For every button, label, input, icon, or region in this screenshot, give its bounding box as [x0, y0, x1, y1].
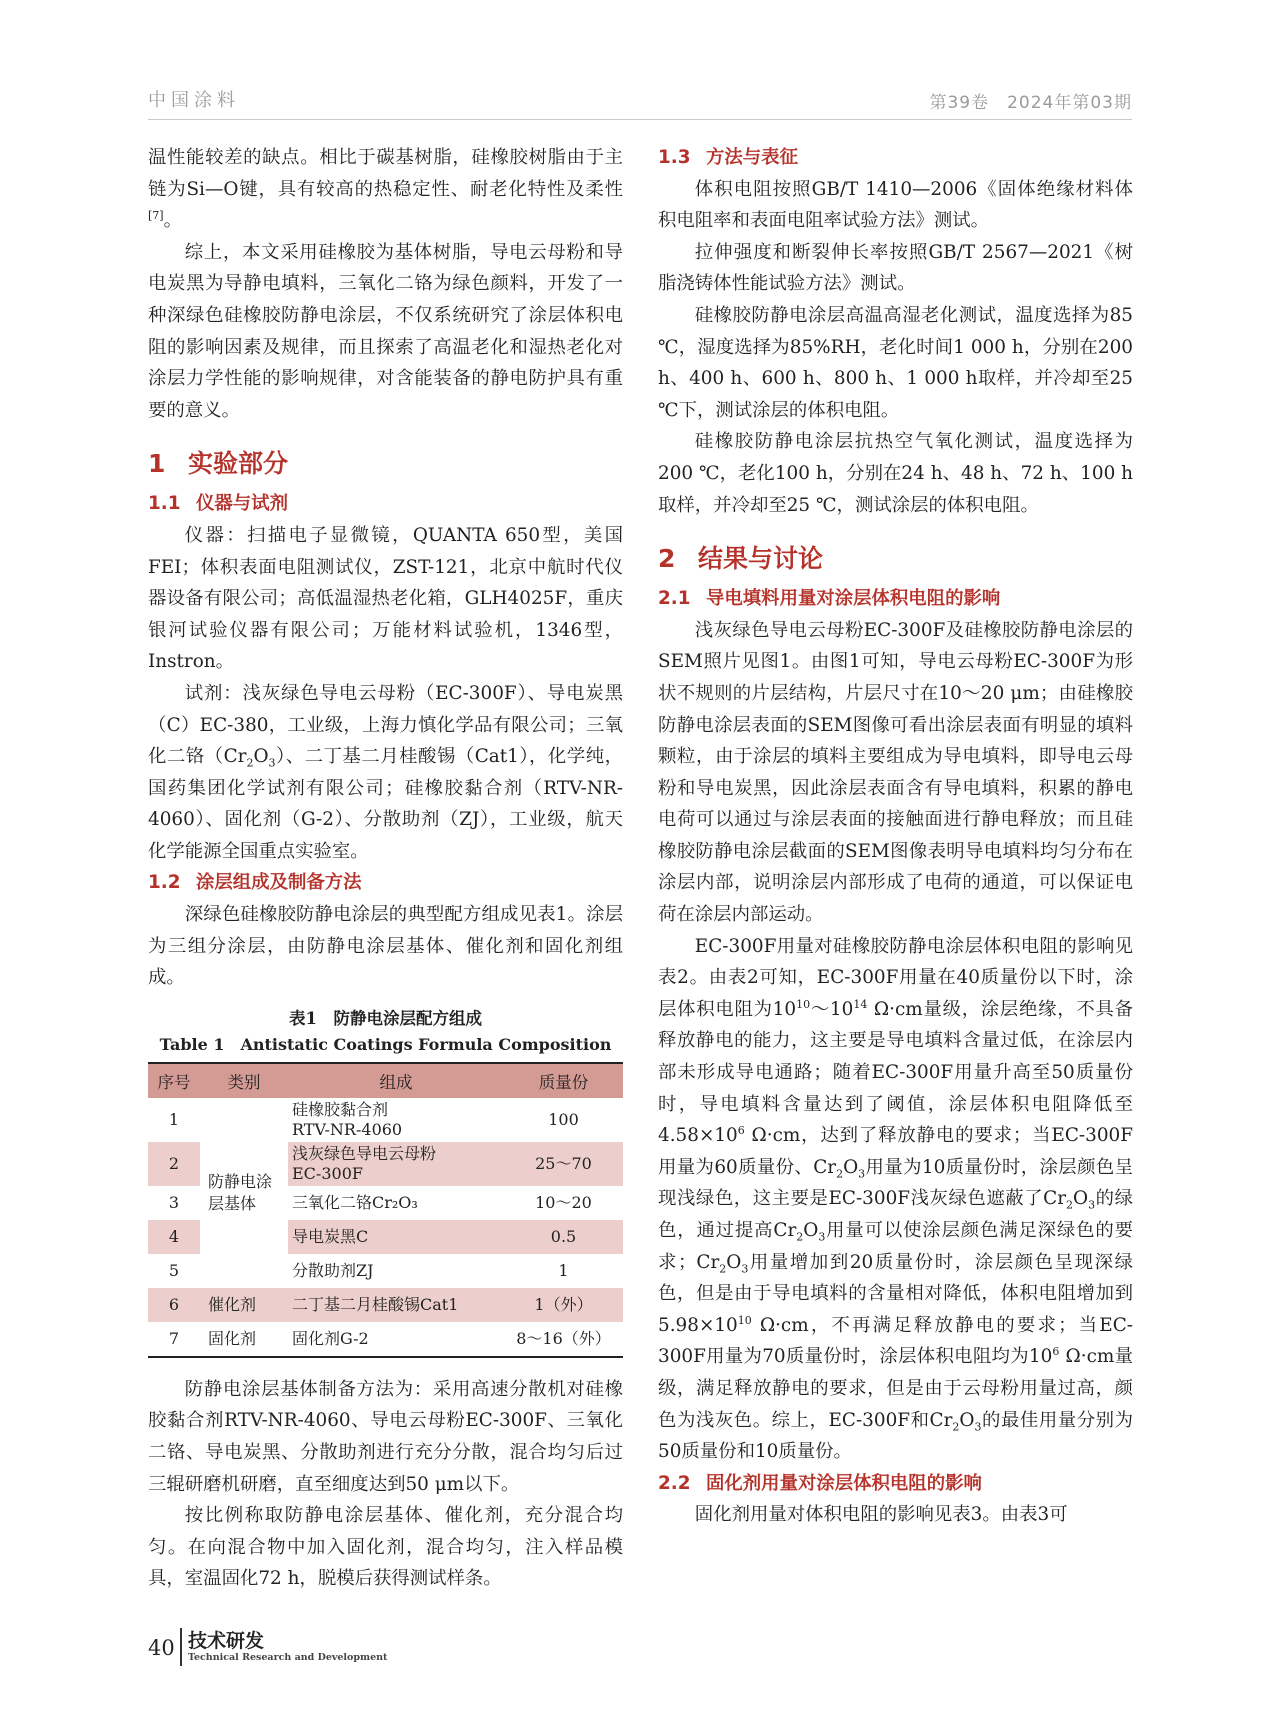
header-rule [148, 119, 1132, 120]
right-column [658, 142, 1133, 1531]
table-row: 3 三氧化二铬Cr₂O₃ 10～20 [168, 1192, 592, 1212]
page-number: 40 [148, 1636, 175, 1660]
paragraph: 温性能较差的缺点。相比于碳基树脂，硅橡胶树脂由于主链为Si—O键，具有较高的热稳定性、耐老化特性及柔性[7]。 [148, 147, 623, 232]
paragraph: 按比例称取防静电涂层基体、催化剂，充分混合均匀。在向混合物中加入固化剂，混合均匀，注入样品模具，室温固化72 h，脱模后获得测试样条。 [148, 1505, 623, 1590]
paragraph: 固化剂用量对体积电阻的影响见表3。由表3可 [694, 1504, 1068, 1526]
category-cell: 防静电涂层基体 [208, 1171, 273, 1213]
table-caption-cn: 表1 防静电涂层配方组成 [289, 1008, 482, 1028]
paragraph: EC-300F用量对硅橡胶防静电涂层体积电阻的影响见表2。由表2可知，EC-300F用量在40质量份以下时，涂层体积电阻为$10^{10}\sim 10^{14}$ Ω·cm量级，涂层绝缘，不具备释放静电的能力，这主要是导电填料含量过低，在涂层内部未形成导电通路；随着EC-300F用量升高至50质量份时，导电填料含量达到了阈值，涂层体积电阻降低至$4.58\times 10^6$ Ω·cm，达到了释放静电的要求；当EC-300F用量为60质量份、$Cr_2O_3$用量为10质量份时，涂层颜色呈现浅绿色，这主要是EC-300F浅灰绿色遮蔽了$Cr_2O_3$的绿色，通过提高$Cr_2O_3$用量可以使涂层颜色满足深绿色的要求；$Cr_2O_3$用量增加到20质量份时，涂层颜色呈现深绿色，但是由于导电填料的含量相对降低，体积电阻增加到$5.98\times 10^{10}$ Ω·cm，不再满足释放静电的要求；当EC-300F用量为70质量份时，涂层体积电阻均为$10^6$ Ω·cm量级，满足释放静电的要求，但是由于云母粉用量过高，颜色为浅灰色。综上，EC-300F和$Cr_2O_3$的最佳用量分别为50质量份和10质量份。 [658, 935, 1134, 1463]
col-header: 质量份 [504, 1063, 623, 1098]
paragraph: 浅灰绿色导电云母粉EC-300F及硅橡胶防静电涂层的SEM照片见图1。由图1可知，导电云母粉EC-300F为形状不规则的片层结构，片层尺寸在10～20 μm；由硅橡胶防静电涂层表面的SEM图像可看出涂层表面有明显的填料颗粒，由于涂层的填料主要组成为导电填料，即导电云母粉和导电炭黑，因此涂层表面含有导电填料，积累的静电电荷可以通过与涂层表面的接触面进行静电释放；而且硅橡胶防静电涂层截面的SEM图像表明导电填料均匀分布在涂层内部，说明涂层内部形成了电荷的通道，可以保证电荷在涂层内部运动。 [658, 619, 1133, 926]
paragraph: 仪器：扫描电子显微镜，QUANTA 650型，美国FEI；体积表面电阻测试仪，ZST-121，北京中航时代仪器设备有限公司；高低温湿热老化箱，GLH4025F，重庆银河试验仪器有限公司；万能材料试验机，1346型，Instron。 [148, 524, 623, 673]
paragraph: 体积电阻按照GB/T 1410—2006《固体绝缘材料体积电阻率和表面电阻率试验方法》测试。 [658, 178, 1133, 232]
col-header: 类别 [200, 1063, 288, 1098]
citation[interactable]: [7] [148, 209, 164, 223]
table-row: 6 催化剂 二丁基二月桂酸锡Cat1 1（外） [148, 1288, 623, 1322]
table-row: 7 固化剂 固化剂G-2 8～16（外） [148, 1322, 623, 1357]
table-row: 5 分散助剂ZJ 1 [168, 1260, 569, 1280]
subsection-heading: 2.2 固化剂用量对涂层体积电阻的影响 [658, 1472, 982, 1494]
footer-section-title: 技术研发 [188, 1630, 265, 1652]
table-row: 2 浅灰绿色导电云母粉 EC-300F 25～70 [148, 1142, 623, 1186]
paragraph: 硅橡胶防静电涂层高温高湿老化测试，温度选择为85 ℃，湿度选择为85%RH，老化时间1 000 h，分别在200 h、400 h、600 h、800 h、1 000 h取样，并冷却至25 ℃下，测试涂层的体积电阻。 [658, 304, 1133, 421]
section-heading: 1 实验部分 [148, 449, 289, 479]
paragraph: 综上，本文采用硅橡胶为基体树脂，导电云母粉和导电炭黑为导静电填料，三氧化二铬为绿色颜料，开发了一种深绿色硅橡胶防静电涂层，不仅系统研究了涂层体积电阻的影响因素及规律，而且探索了高温老化和湿热老化对涂层力学性能的影响规律，对含能装备的静电防护具有重要的意义。 [148, 241, 623, 421]
subsection-heading: 1.3 方法与表征 [658, 147, 798, 168]
footer-section-subtitle: Technical Research and Development [188, 1652, 388, 1663]
table-row: 4 导电炭黑C 0.5 [148, 1220, 623, 1254]
formula-table [148, 1062, 623, 1358]
paragraph: 防静电涂层基体制备方法为：采用高速分散机对硅橡胶黏合剂RTV-NR-4060、导电云母粉EC-300F、三氧化二铬、导电炭黑、分散助剂进行充分分散，混合均匀后过三辊研磨机研磨，直至细度达到50 μm以下。 [148, 1378, 623, 1495]
paragraph: 拉伸强度和断裂伸长率按照GB/T 2567—2021《树脂浇铸体性能试验方法》测试。 [658, 241, 1133, 295]
left-column [148, 142, 623, 1595]
section-heading: 2 结果与讨论 [658, 544, 824, 574]
paragraph: 深绿色硅橡胶防静电涂层的典型配方组成见表1。涂层为三组分涂层，由防静电涂层基体、催化剂和固化剂组成。 [148, 904, 623, 989]
paragraph: 硅橡胶防静电涂层抗热空气氧化测试，温度选择为200 ℃，老化100 h，分别在24 h、48 h、72 h、100 h取样，并冷却至25 ℃，测试涂层的体积电阻。 [658, 431, 1133, 516]
footer-divider [180, 1628, 182, 1666]
subsection-heading: 1.2 涂层组成及制备方法 [148, 872, 362, 894]
journal-name: 中国涂料 [148, 90, 240, 111]
subsection-heading: 2.1 导电填料用量对涂层体积电阻的影响 [658, 588, 1001, 610]
col-header: 序号 [148, 1063, 200, 1098]
subsection-heading: 1.1 仪器与试剂 [148, 493, 288, 515]
col-header: 组成 [288, 1063, 504, 1098]
table-caption-en: Table 1 Antistatic Coatings Formula Composition [159, 1034, 612, 1054]
paragraph: 试剂：浅灰绿色导电云母粉（EC-300F）、导电炭黑（C）EC-380，工业级，上海力慎化学品有限公司；三氧化二铬$(Cr_2O_3)$、二丁基二月桂酸锡（Cat1），化学纯，国药集团化学试剂有限公司；硅橡胶黏合剂（RTV-NR-4060）、固化剂（G-2）、分散助剂（ZJ），工业级，航天化学能源全国重点实验室。 [148, 682, 623, 862]
issue-info: 第39卷 2024年第03期 [929, 93, 1132, 113]
table-row: 1 防静电涂层基体 硅橡胶黏合剂 RTV-NR-4060 100 [148, 1098, 623, 1142]
